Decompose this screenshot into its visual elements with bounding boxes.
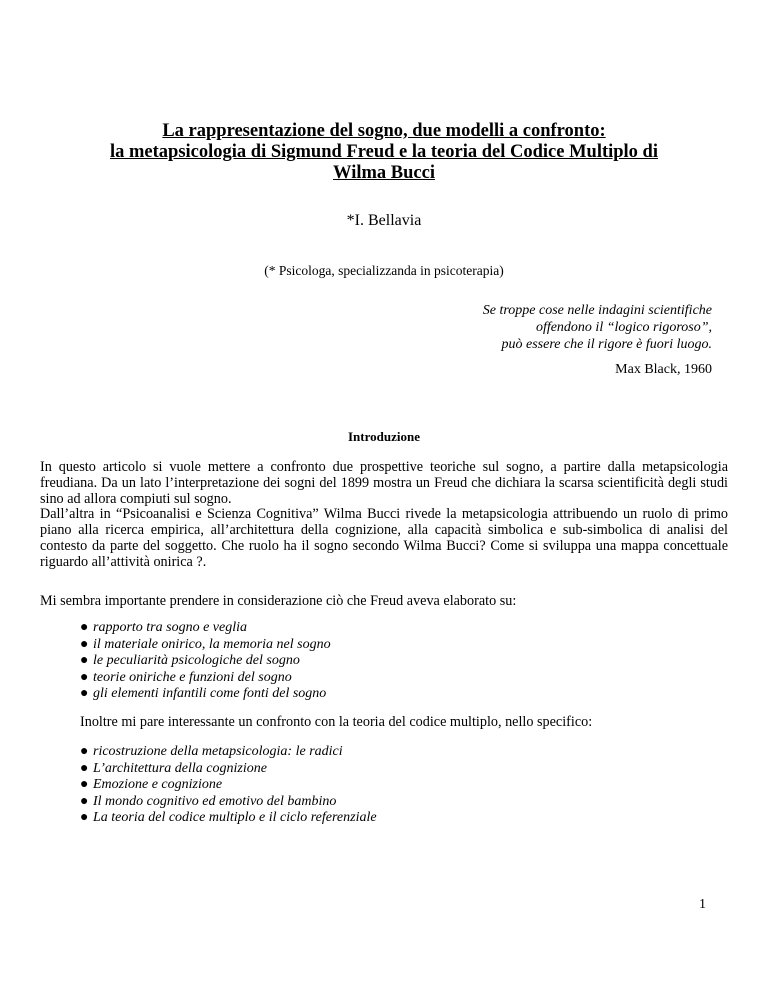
list-item-text: il materiale onirico, la memoria nel sogno: [93, 636, 331, 652]
title-line: Wilma Bucci: [333, 163, 435, 183]
title-line: la metapsicologia di Sigmund Freud e la teoria del Codice Multiplo di: [110, 142, 658, 162]
list-item-text: teorie oniriche e funzioni del sogno: [93, 669, 292, 685]
list-item: [80, 620, 331, 637]
list-item-text: le peculiarità psicologiche del sogno: [93, 653, 300, 669]
list-item-text: rapporto tra sogno e veglia: [93, 620, 247, 635]
intro-body: [40, 460, 728, 571]
bullet-icon: ●: [80, 669, 89, 685]
list-item-text: L’architettura della cognizione: [93, 760, 267, 776]
bullet-icon: ●: [80, 620, 89, 635]
epigraph-attribution: Max Black, 1960: [615, 362, 712, 377]
list-item-text: Il mondo cognitivo ed emotivo del bambino: [93, 793, 337, 809]
list-item: [80, 761, 377, 778]
bullet-icon: ●: [80, 686, 89, 702]
list-item: [80, 794, 377, 811]
bullet-icon: ●: [80, 744, 89, 759]
freud-topics-list: [80, 620, 331, 703]
bullet-icon: ●: [80, 810, 89, 826]
epigraph-quote: [483, 302, 712, 353]
bucci-topics-list: [80, 744, 377, 827]
bullet-icon: ●: [80, 653, 89, 669]
freud-list-lead: Mi sembra importante prendere in considerazione ciò che Freud aveva elaborato su:: [40, 593, 517, 609]
list-item-text: gli elementi infantili come fonti del sogno: [93, 686, 327, 702]
intro-paragraph: Dall’altra in “Psicoanalisi e Scienza Cognitiva” Wilma Bucci rivede la metapsicologia attribuendo un ruolo di primo piano alla ricerca empirica, all’architettura della cognizione, alla capacità simbolica e sub-simbolica di analisi del contesto da parte del soggetto. Che ruolo ha il sogno secondo Wilma Bucci? Come si sviluppa una mappa concettuale riguardo all’attività onirica ?.: [40, 506, 728, 570]
bullet-icon: ●: [80, 760, 89, 776]
intro-paragraph: In questo articolo si vuole mettere a confronto due prospettive teoriche sul sogno, a partire dalla metapsicologia freudiana. Da un lato l’interpretazione dei sogni del 1899 mostra un Freud che dichiara la scarsa scientificità degli studi sino ad allora compiuti sul sogno.: [40, 459, 728, 507]
document-title: [40, 121, 728, 184]
bucci-list-lead: Inoltre mi pare interessante un confronto con la teoria del codice multiplo, nello specifico:: [80, 714, 593, 730]
list-item: [80, 686, 331, 703]
section-heading: Introduzione: [348, 429, 420, 444]
list-item-text: ricostruzione della metapsicologia: le radici: [93, 744, 343, 759]
bullet-icon: ●: [80, 636, 89, 652]
list-item-text: Emozione e cognizione: [93, 777, 223, 793]
list-item: [80, 653, 331, 670]
list-item: [80, 670, 331, 687]
list-item-text: La teoria del codice multiplo e il ciclo referenziale: [93, 810, 377, 826]
list-item: [80, 777, 377, 794]
epigraph-line: Se troppe cose nelle indagini scientifiche: [482, 303, 712, 318]
list-item: [80, 744, 377, 761]
bullet-icon: ●: [80, 777, 89, 793]
bullet-icon: ●: [80, 793, 89, 809]
epigraph-line: può essere che il rigore è fuori luogo.: [501, 337, 712, 352]
epigraph-line: offendono il “logico rigoroso”,: [535, 320, 712, 335]
list-item: [80, 810, 377, 827]
page-number: 1: [699, 897, 706, 912]
list-item: [80, 637, 331, 654]
title-line: La rappresentazione del sogno, due modelli a confronto:: [162, 121, 606, 141]
author-name: *I. Bellavia: [346, 212, 422, 229]
author-affiliation: (* Psicologa, specializzanda in psicoterapia): [264, 263, 504, 278]
